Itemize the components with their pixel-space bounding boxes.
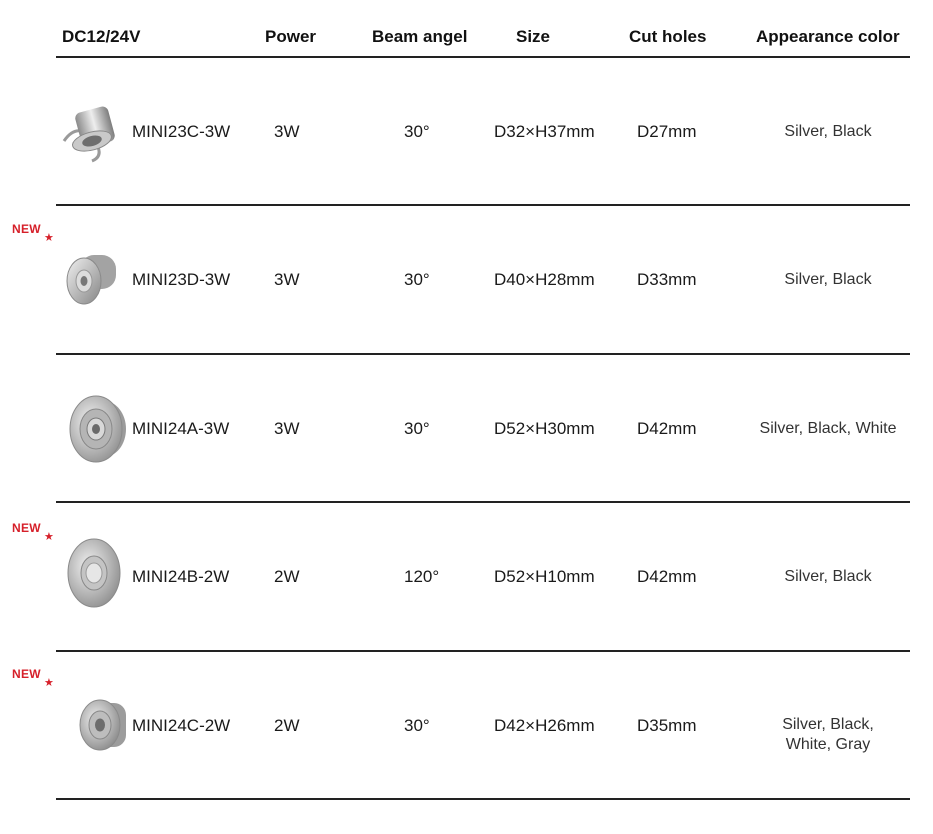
beam-value: 120°: [404, 567, 440, 586]
header-size: Size: [516, 27, 551, 46]
new-label: NEW: [12, 222, 41, 236]
color-line-1: Silver, Black: [784, 271, 872, 288]
beam-value: 30°: [404, 270, 430, 289]
size-value: D42×H26mm: [494, 716, 595, 735]
model-name: MINI24C-2W: [132, 716, 231, 735]
model-name: MINI23C-3W: [132, 122, 231, 141]
power-value: 3W: [274, 419, 300, 438]
table-header: [0, 0, 933, 58]
color-line-1: Silver, Black: [784, 123, 872, 140]
power-value: 2W: [274, 716, 300, 735]
size-value: D52×H30mm: [494, 419, 595, 438]
small-round-downlight-image: [78, 697, 130, 753]
table-row: [0, 205, 933, 353]
power-value: 3W: [274, 122, 300, 141]
cut-hole-value: D42mm: [637, 567, 697, 586]
power-value: 3W: [274, 270, 300, 289]
size-value: D52×H10mm: [494, 567, 595, 586]
new-label: NEW: [12, 667, 41, 681]
new-badge: [12, 519, 54, 543]
cut-hole-value: D33mm: [637, 270, 697, 289]
header-beam: Beam angel: [372, 27, 468, 46]
cut-hole-value: D35mm: [637, 716, 697, 735]
appearance-color: [698, 270, 933, 290]
beam-value: 30°: [404, 122, 430, 141]
star-icon: ★: [44, 232, 54, 244]
color-line-2: White, Gray: [785, 736, 871, 753]
size-value: D40×H28mm: [494, 270, 595, 289]
model-name: MINI24A-3W: [132, 419, 230, 438]
beam-value: 30°: [404, 716, 430, 735]
table-row: [0, 57, 933, 205]
cylinder-downlight-image: [62, 249, 120, 309]
color-line-1: Silver, Black, White: [759, 420, 897, 437]
header-cut: Cut holes: [629, 27, 707, 46]
table-row: [0, 354, 933, 502]
header-power: Power: [265, 27, 317, 46]
table-row: [0, 502, 933, 650]
model-name: MINI23D-3W: [132, 270, 231, 289]
header-color: Appearance color: [756, 27, 900, 46]
star-icon: ★: [44, 531, 54, 543]
flat-round-downlight-image: [64, 536, 126, 610]
color-line-1: Silver, Black: [784, 568, 872, 585]
cut-hole-value: D27mm: [637, 122, 697, 141]
color-line-1: Silver, Black,: [782, 716, 874, 733]
new-label: NEW: [12, 521, 41, 535]
cut-hole-value: D42mm: [637, 419, 697, 438]
appearance-color: [698, 122, 933, 142]
new-badge: [12, 665, 54, 689]
appearance-color: [698, 567, 933, 587]
table-row: [0, 651, 933, 799]
new-badge: [12, 220, 54, 244]
power-value: 2W: [274, 567, 300, 586]
star-icon: ★: [44, 677, 54, 689]
model-name: MINI24B-2W: [132, 567, 230, 586]
appearance-color: [698, 419, 933, 439]
header-voltage: DC12/24V: [62, 27, 141, 46]
bracket-downlight-image: [58, 101, 130, 163]
beam-value: 30°: [404, 419, 430, 438]
size-value: D32×H37mm: [494, 122, 595, 141]
appearance-color: [698, 715, 933, 755]
round-downlight-image: [66, 392, 130, 466]
